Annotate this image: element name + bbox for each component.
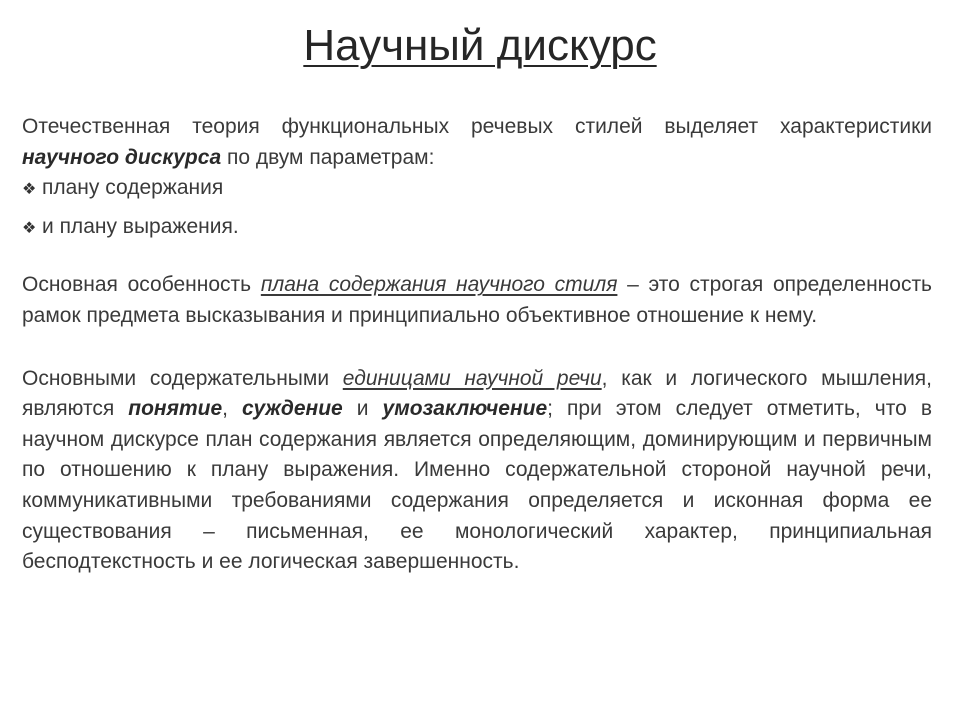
content-plan-text-start: Основная особенность [22,273,261,297]
intro-emphasis: научного дискурса [22,145,222,169]
bullet-text: плану содержания [42,176,224,200]
units-text-b: , как и логического мышления, являются [22,366,933,421]
content-plan-text-end: – это строгая определенность рамок предмета высказывания и принципиально объективное отношение к нему. [22,273,933,327]
intro-text-end: по двум параметрам: [221,145,435,169]
bullet-text: и плану выражения. [42,214,239,238]
units-text-c: , [222,397,243,421]
intro-paragraph [22,112,932,173]
units-emphasis-units: единицами научной речи [342,366,602,390]
content-plan-paragraph [22,270,932,331]
content-plan-emphasis: плана содержания научного стиля [260,273,618,297]
units-emphasis-concept: понятие [128,397,223,421]
bullet-item [22,173,932,206]
intro-text-start: Отечественная теория функциональных речевых стилей выделяет характеристики [22,115,932,138]
units-text-a: Основными содержательными [22,366,343,390]
slide-title [0,18,960,74]
bullet-item [22,212,932,245]
units-emphasis-judgement: суждение [242,397,343,421]
units-text-e: ; при этом следует отметить, что в научном дискурсе план содержания является определяющим, доминирующим и первичным по отношению к плану выражения. Именно содержательной стороной научной речи, коммуникативными требованиями содержания определяется и исконная форма ее существования – письменная, ее монологический характер, принципиальная бесподтекстность и ее логическая завершенность. [22,397,932,574]
diamond-bullet-icon: ❖ [22,219,37,237]
slide-title-text: Научный дискурс [303,21,657,70]
diamond-bullet-icon: ❖ [22,181,37,199]
units-emphasis-inference: умозаключение [382,397,548,421]
units-paragraph [22,364,932,578]
slide-body [22,112,932,578]
units-text-d: и [342,397,383,421]
